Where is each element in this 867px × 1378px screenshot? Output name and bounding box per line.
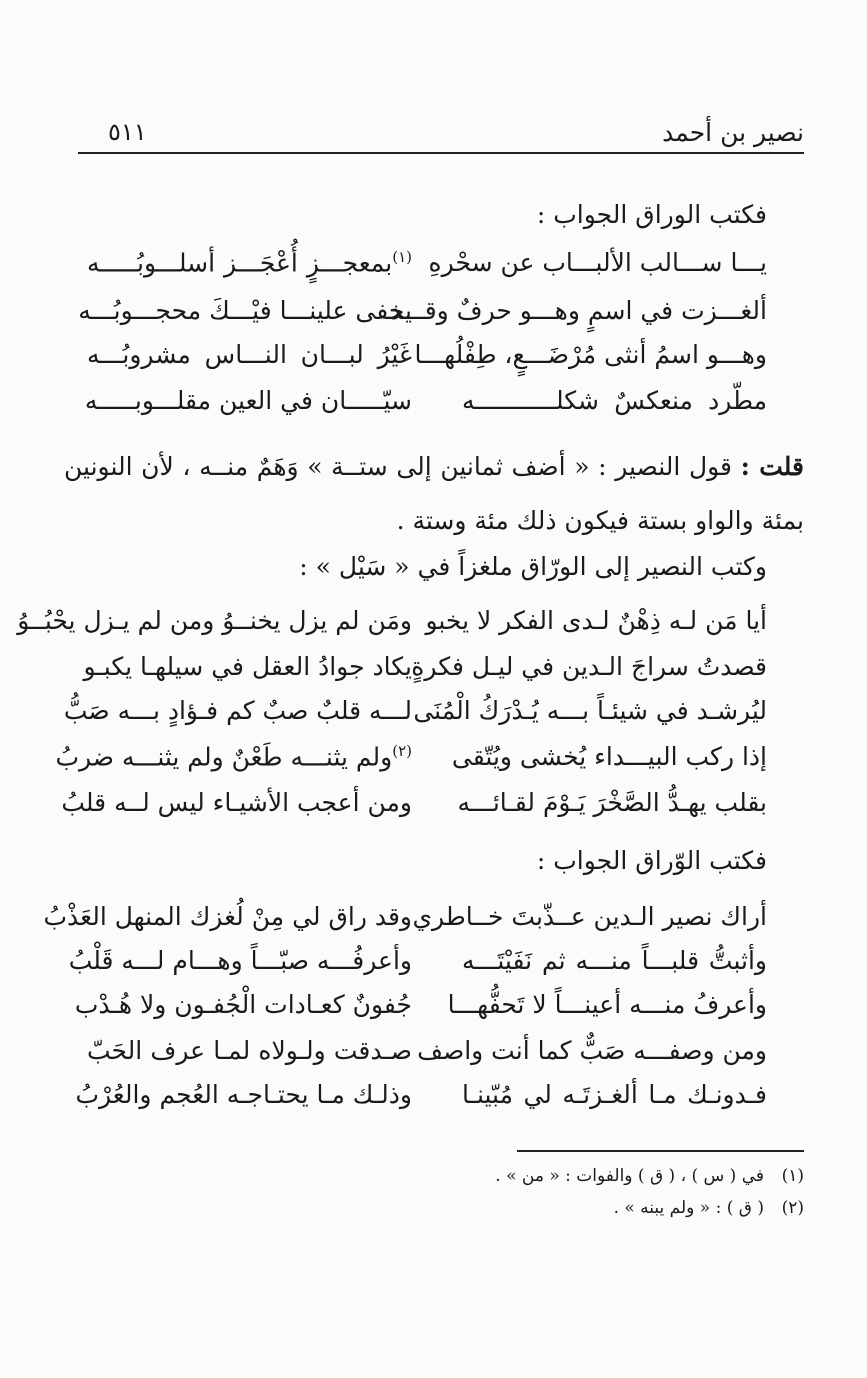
verse-first-hemistich: إذا ركب البيـــداء يُخشى ويُتّقى (451, 742, 767, 771)
verse-second-hemistich: وذلـك مـا يحتـاجـه العُجم والعُرْبُ (75, 1080, 412, 1109)
footnote-number: (١) (781, 1166, 804, 1186)
verse-second-hemistich: يكاد جوادُ العقل في سيلهـا يكبـو (83, 652, 412, 681)
verse-first-hemistich: يـــا ســـالب الألبـــاب عن سحْرهِ (428, 248, 767, 277)
verse-line (0, 1080, 867, 1128)
verse-second-hemistich: $^{(١)}$بمعجـــزٍ أُعْجَـــز أسلـــوبُـــــه (87, 248, 412, 278)
verse-second-hemistich: ومن أعجب الأشيـاء ليس لــه قلبُ (61, 788, 412, 817)
verse-second-hemistich: وقد راق لي مِنْ لُغزك المنهل العَذْبُ (43, 902, 412, 931)
verse-second-hemistich: سيّـــــان في العين مقلـــوبـــــه (84, 386, 412, 415)
verse-first-hemistich: وأثبتُّ قلبـــاً منـــه ثم نَفَيْتَـــه (462, 946, 767, 975)
footnote-number: (٢) (781, 1198, 804, 1218)
commentary-text: قول النصير : « أضف ثمانين إلى ستــة » وَهَمٌ منــه ، لأن النونين بمئة والواو بستة فيكون ذلك مئة وستة . (64, 452, 804, 535)
verse-first-hemistich: ألغـــزت في اسمٍ وهـــو حرفٌ وقـــد (389, 296, 767, 325)
verse-first-hemistich: أيا مَن لـه ذِهْنٌ لـدى الفكر لا يخبو (425, 606, 767, 635)
verse-line (0, 606, 867, 654)
verse-first-hemistich: وهـــو اسمُ أنثى مُرْضَـــعٍ، طِفْلُهـــا (414, 340, 767, 369)
footnote-text: ( ق ) : « ولم يبنه » . (613, 1198, 764, 1218)
footnote-marker: (٢) (392, 742, 412, 760)
verse-line (0, 742, 867, 790)
verse-second-hemistich: ومَن لم يزل يخنــوُ ومن لم يـزل يحْبُــوُ (17, 606, 412, 635)
verse-line (0, 1036, 867, 1084)
verse-line (0, 946, 867, 994)
running-title: نصير بن أحمد (662, 118, 804, 147)
commentary-paragraph (64, 440, 804, 548)
page-header (78, 112, 804, 156)
footnote-marker: (١) (392, 248, 412, 266)
page-number: ٥١١ (108, 118, 147, 146)
verse-first-hemistich: قصدتُ سراجَ الـدين في ليـل فكرةٍ (411, 652, 767, 681)
verse-second-hemistich: لـــه قلبٌ صبٌ كم فـؤادٍ بـــه صَبُّ (63, 696, 412, 725)
verse-line (0, 296, 867, 344)
verse-second-hemistich: $^{(٢)}$ولم يثنـــه طَعْنٌ ولم يثنـــه ضربُ (55, 742, 412, 772)
footnote (614, 1198, 804, 1218)
verse-second-hemistich: صـدقت ولـولاه لمـا عرف الحَبّ (87, 1036, 412, 1065)
verse-line (0, 248, 867, 296)
verse-line (0, 340, 867, 388)
header-rule (78, 152, 804, 154)
section-intro: وكتب النصير إلى الورّاق ملغزاً في « سَيْل » : (299, 552, 767, 581)
verse-first-hemistich: ومن وصفـــه صَبٌّ كما أنت واصف (417, 1036, 767, 1065)
section-intro: فكتب الوراق الجواب : (536, 200, 767, 229)
commentary-label: قلت : (740, 452, 804, 481)
verse-second-hemistich: يخفى علينـــا فيْـــكَ محجـــوبُـــه (78, 296, 412, 325)
verse-first-hemistich: فـدونـك مـا ألغـزتَـه لي مُبّينـا (462, 1080, 767, 1109)
section-intro: فكتب الوّراق الجواب : (536, 846, 767, 875)
footnote-text: في ( س ) ، ( ق ) والفوات : « من » . (495, 1166, 764, 1186)
verse-second-hemistich: جُفونٌ كعـادات الْجُفـون ولا هُـدْب (74, 990, 412, 1019)
footnote (495, 1166, 804, 1186)
verse-first-hemistich: وأعرفُ منـــه أعينـــاً لا تَحفُّهـــا (447, 990, 767, 1019)
verse-first-hemistich: أراك نصير الـدين عــذّبتَ خــاطري (412, 902, 767, 931)
verse-line (0, 788, 867, 836)
verse-line (0, 386, 867, 434)
verse-second-hemistich: وأعرفُـــه صبّـــاً وهـــام لـــه قَلْبُ (68, 946, 412, 975)
verse-line (0, 652, 867, 700)
verse-line (0, 696, 867, 744)
verse-line (0, 902, 867, 950)
verse-line (0, 990, 867, 1038)
footnote-rule (517, 1150, 804, 1152)
verse-first-hemistich: ليُرشـد في شيئـاً بـــه يُـدْرَكُ الْمُنَى (413, 696, 767, 725)
verse-second-hemistich: غَيْرُ لبـــان النـــاس مشروبُـــه (87, 340, 412, 369)
verse-first-hemistich: بقلب يهـدُّ الصَّخْرَ يَـوْمَ لقـائـــه (457, 788, 767, 817)
verse-first-hemistich: مطّرد منعكسٌ شكلـــــــــــه (462, 386, 767, 415)
